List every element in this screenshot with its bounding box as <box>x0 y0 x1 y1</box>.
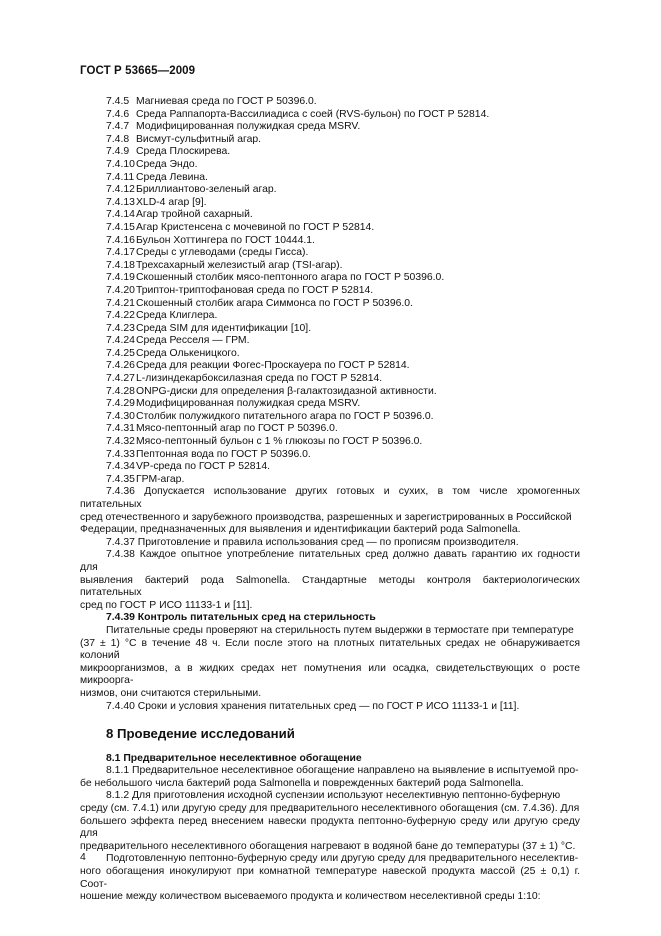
list-item <box>80 209 580 222</box>
list-item-text: Среды с углеводами (среды Гисса). <box>136 247 309 259</box>
list-item-number: 7.4.14 <box>106 209 135 221</box>
list-item-number: 7.4.28 <box>106 385 135 397</box>
list-item-number: 7.4.34 <box>106 461 135 473</box>
paragraph-7-4-38: 7.4.38 Каждое опытное употребление питательных сред должно давать гарантию их годности для выявления бактерий рода Salmonella. Стандартные методы контроля бактериологических питательных сред по ГОСТ Р ИСО 11133-1 и [11]. <box>80 549 580 611</box>
list-item <box>80 348 580 361</box>
page-number: 4 <box>80 852 86 863</box>
list-item <box>80 323 580 336</box>
list-item <box>80 184 580 197</box>
list-item-number: 7.4.5 <box>106 96 130 107</box>
list-item <box>80 310 580 323</box>
list-item <box>80 260 580 273</box>
list-item-text: Модифицированная полужидкая среда MSRV. <box>136 398 361 410</box>
media-list <box>80 96 580 486</box>
list-item-number: 7.4.10 <box>106 158 135 170</box>
list-item-number: 7.4.16 <box>106 234 135 246</box>
list-item-number: 7.4.35 <box>106 473 135 485</box>
list-item <box>80 272 580 285</box>
list-item <box>80 298 580 311</box>
document-body <box>80 96 580 904</box>
list-item-number: 7.4.33 <box>106 448 135 460</box>
list-item <box>80 121 580 134</box>
list-item-number: 7.4.17 <box>106 247 135 259</box>
paragraph-8-1-2: 8.1.2 Для приготовления исходной суспензии используют неселективную пептонно-буферную среду (см. 7.4.1) или другую среду для предварительного неселективного обогащения (см. 7.4.36). Для большего эффекта перед внесением навески продукта пептонно-буферную среду или другую среду для предварительного неселективного обогащения нагревают в водяной бане до температуры (37 ± 1) °С. <box>80 790 580 852</box>
list-item-text: Среда Клиглера. <box>136 310 218 322</box>
list-item-number: 7.4.23 <box>106 322 135 334</box>
list-item-text: Скошенный столбик агара Симмонса по ГОСТ Р 50396.0. <box>136 297 413 309</box>
list-item-text: Среда Плоскирева. <box>136 146 231 158</box>
list-item <box>80 172 580 185</box>
list-item-text: Среда Олькеницкого. <box>136 347 240 359</box>
list-item-text: Агар Кристенсена с мочевиной по ГОСТ Р 52814. <box>136 221 375 233</box>
list-item-text: Среда Ресселя — ГРМ. <box>136 335 250 347</box>
list-item-text: Среда Левина. <box>136 171 208 183</box>
paragraph-7-4-39: Питательные среды проверяют на стерильность путем выдержки в термостате при температуре (37 ± 1) °С в течение 48 ч. Если после этого на плотных питательных средах не обнаруживается колоний микроорганизмов, а в жидких средах нет помутнения или осадка, свидетельствующих о росте микроорга- низмов, они считаются стерильными. <box>80 624 580 699</box>
list-item-text: Бульон Хоттингера по ГОСТ 10444.1. <box>136 234 315 246</box>
list-item <box>80 474 580 487</box>
list-item-number: 7.4.6 <box>106 108 130 120</box>
list-item-number: 7.4.11 <box>106 171 135 183</box>
paragraph-7-4-40: 7.4.40 Сроки и условия хранения питательных сред — по ГОСТ Р ИСО 11133-1 и [11]. <box>106 700 520 712</box>
list-item-number: 7.4.30 <box>106 410 135 422</box>
paragraph-8-1-1: 8.1.1 Предварительное неселективное обогащение направлено на выявление в испытуемой про- бе небольшого числа бактерий рода Salmonella и поврежденных бактерий рода Salmonella. <box>80 765 579 789</box>
list-item-text: Скошенный столбик мясо-пептонного агара по ГОСТ Р 50396.0. <box>136 272 445 284</box>
list-item-text: Мясо-пептонный агар по ГОСТ Р 50396.0. <box>136 423 338 435</box>
paragraph-7-4-37: 7.4.37 Приготовление и правила использования сред — по прописям производителя. <box>106 536 519 548</box>
list-item-text: Модифицированная полужидкая среда MSRV. <box>136 121 361 133</box>
list-item-number: 7.4.19 <box>106 272 135 284</box>
list-item-number: 7.4.13 <box>106 196 135 208</box>
list-item-number: 7.4.8 <box>106 133 130 145</box>
list-item-text: L-лизиндекарбоксилазная среда по ГОСТ Р 52814. <box>136 373 383 385</box>
list-item-text: Столбик полужидкого питательного агара по ГОСТ Р 50396.0. <box>136 410 434 422</box>
list-item <box>80 398 580 411</box>
list-item <box>80 197 580 210</box>
document-header: ГОСТ Р 53665—2009 <box>80 65 196 77</box>
list-item-text: Агар тройной сахарный. <box>136 209 253 221</box>
list-item <box>80 222 580 235</box>
list-item <box>80 285 580 298</box>
list-item <box>80 386 580 399</box>
list-item-number: 7.4.29 <box>106 398 135 410</box>
list-item <box>80 335 580 348</box>
list-item-number: 7.4.24 <box>106 335 135 347</box>
list-item-number: 7.4.26 <box>106 360 135 372</box>
list-item-number: 7.4.31 <box>106 423 135 435</box>
list-item <box>80 96 580 109</box>
list-item-text: ONPG-диски для определения β-галактозидазной активности. <box>136 385 437 397</box>
list-item-text: XLD-4 агар [9]. <box>136 196 207 208</box>
list-item-text: Пептонная вода по ГОСТ Р 50396.0. <box>136 448 311 460</box>
paragraph-7-4-36: 7.4.36 Допускается использование других готовых и сухих, в том числе хромогенных питательных сред отечественного и зарубежного производства, разрешенных и зарегистрированных в Российской Федерации, предназначенных для выявления и идентификации бактерий рода Salmonella. <box>80 486 580 536</box>
list-item-text: ГРМ-агар. <box>136 473 185 485</box>
list-item-text: Висмут-сульфитный агар. <box>136 133 262 145</box>
list-item <box>80 436 580 449</box>
list-item-number: 7.4.21 <box>106 297 135 309</box>
paragraph-prepared-buffer: Подготовленную пептонно-буферную среду или другую среду для предварительного неселектив- ного обогащения инокулируют при комнатной температуре навеской продукта массой (25 ± 0,1) г. Соот- ношение между количеством высеваемого продукта и количеством неселективной среды 1:10: <box>80 853 580 903</box>
list-item-text: Среда SIM для идентификации [10]. <box>136 322 312 334</box>
list-item-number: 7.4.27 <box>106 373 135 385</box>
list-item-text: Среда Раппапорта-Вассилиадиса с соей (RVS-бульон) по ГОСТ Р 52814. <box>136 108 490 120</box>
list-item-text: Мясо-пептонный бульон с 1 % глюкозы по ГОСТ Р 50396.0. <box>136 436 423 448</box>
list-item-number: 7.4.22 <box>106 310 135 322</box>
list-item <box>80 247 580 260</box>
list-item-text: Магниевая среда по ГОСТ Р 50396.0. <box>136 96 317 107</box>
list-item-number: 7.4.15 <box>106 221 135 233</box>
list-item <box>80 235 580 248</box>
list-item-number: 7.4.32 <box>106 436 135 448</box>
list-item <box>80 360 580 373</box>
list-item <box>80 423 580 436</box>
list-item-number: 7.4.7 <box>106 121 130 133</box>
list-item-number: 7.4.20 <box>106 284 135 296</box>
list-item-text: Среда для реакции Фогес-Проскауера по ГОСТ Р 52814. <box>136 360 410 372</box>
list-item <box>80 461 580 474</box>
list-item-number: 7.4.18 <box>106 259 135 271</box>
list-item <box>80 449 580 462</box>
list-item-text: Бриллиантово-зеленый агар. <box>136 184 277 196</box>
list-item <box>80 373 580 386</box>
list-item <box>80 159 580 172</box>
list-item <box>80 134 580 147</box>
section-heading-8: 8 Проведение исследований <box>106 726 295 742</box>
list-item <box>80 411 580 424</box>
list-item <box>80 146 580 159</box>
heading-8-1: 8.1 Предварительное неселективное обогащение <box>106 752 362 764</box>
list-item <box>80 109 580 122</box>
list-item-text: Трехсахарный железистый агар (TSI-агар). <box>136 259 343 271</box>
list-item-number: 7.4.9 <box>106 146 130 158</box>
list-item-number: 7.4.25 <box>106 347 135 359</box>
list-item-text: Среда Эндо. <box>136 158 198 170</box>
list-item-text: Триптон-триптофановая среда по ГОСТ Р 52814. <box>136 284 374 296</box>
heading-7-4-39: 7.4.39 Контроль питательных сред на стерильность <box>106 612 376 624</box>
list-item-text: VP-среда по ГОСТ Р 52814. <box>136 461 270 473</box>
list-item-number: 7.4.12 <box>106 184 135 196</box>
